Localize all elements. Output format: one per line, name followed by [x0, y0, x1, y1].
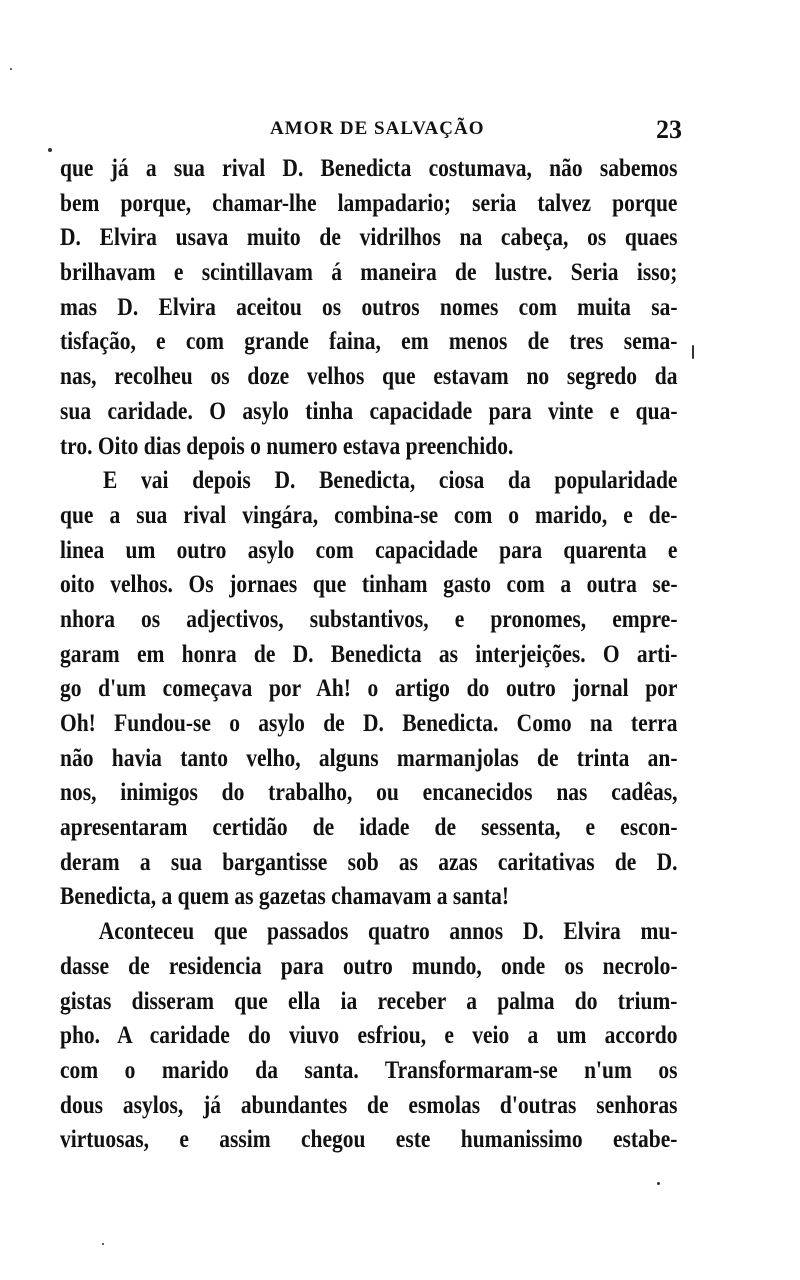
- page-number: 23: [656, 115, 682, 144]
- text-line: oito velhos. Os jornaes que tinham gasto com a outra se-: [60, 571, 678, 599]
- text-line: gistas disseram que ella ia receber a palma do trium-: [60, 987, 678, 1015]
- text-line: com o marido da santa. Transformaram-se n'um os: [60, 1056, 678, 1084]
- text-line: sua caridade. O asylo tinha capacidade para vinte e qua-: [60, 397, 678, 425]
- text-line: brilhavam e scintillavam á maneira de lustre. Seria isso;: [60, 259, 678, 287]
- text-line: nas, recolheu os doze velhos que estavam no segredo da: [60, 363, 678, 391]
- text-line: pho. A caridade do viuvo esfriou, e veio a um accordo: [60, 1022, 678, 1050]
- text-line: Benedicta, a quem as gazetas chamavam a santa!: [60, 883, 510, 911]
- text-line: que já a sua rival D. Benedicta costumava, não sabemos: [60, 155, 678, 182]
- text-line: não havia tanto velho, alguns marmanjolas de trinta an-: [60, 744, 678, 772]
- text-line: garam em honra de D. Benedicta as interjeições. O arti-: [60, 640, 678, 668]
- text-line: virtuosas, e assim chegou este humanissimo estabe-: [60, 1126, 678, 1154]
- scan-speck: [692, 345, 694, 359]
- text-line: nos, inimigos do trabalho, ou encanecidos nas cadêas,: [60, 779, 678, 807]
- text-line: dous asylos, já abundantes de esmolas d'outras senhoras: [60, 1091, 678, 1119]
- text-line: deram a sua bargantisse sob as azas caritativas de D.: [60, 848, 678, 876]
- text-line: go d'um começava por Ah! o artigo do outro jornal por: [60, 675, 678, 703]
- text-line: tro. Oito dias depois o numero estava preenchido.: [60, 432, 514, 460]
- body-text: [60, 152, 678, 1158]
- text-line: mas D. Elvira aceitou os outros nomes com muita sa-: [60, 293, 678, 321]
- scan-speck: [10, 68, 12, 70]
- text-line: apresentaram certidão de idade de sessenta, e escon-: [60, 814, 678, 842]
- scan-speck: [48, 148, 52, 152]
- text-line: nhora os adjectivos, substantivos, e pronomes, empre-: [60, 605, 678, 633]
- text-line: tisfação, e com grande faina, em menos de tres sema-: [60, 328, 678, 356]
- text-line: linea um outro asylo com capacidade para quarenta e: [60, 536, 678, 564]
- running-title: AMOR DE SALVAÇÃO: [270, 118, 485, 139]
- text-line: dasse de residencia para outro mundo, onde os necrolo-: [60, 952, 678, 980]
- text-line: bem porque, chamar-lhe lampadario; seria talvez porque: [60, 189, 678, 217]
- scan-speck: [657, 1182, 660, 1185]
- scan-speck: [102, 1243, 104, 1245]
- text-line: E vai depois D. Benedicta, ciosa da popularidade: [103, 467, 678, 495]
- page-header: [60, 115, 682, 148]
- text-line: Aconteceu que passados quatro annos D. Elvira mu-: [98, 918, 678, 946]
- text-line: que a sua rival vingára, combina-se com o marido, e de-: [60, 501, 678, 529]
- text-line: Oh! Fundou-se o asylo de D. Benedicta. Como na terra: [60, 710, 678, 737]
- text-line: D. Elvira usava muito de vidrilhos na cabeça, os quaes: [60, 224, 678, 252]
